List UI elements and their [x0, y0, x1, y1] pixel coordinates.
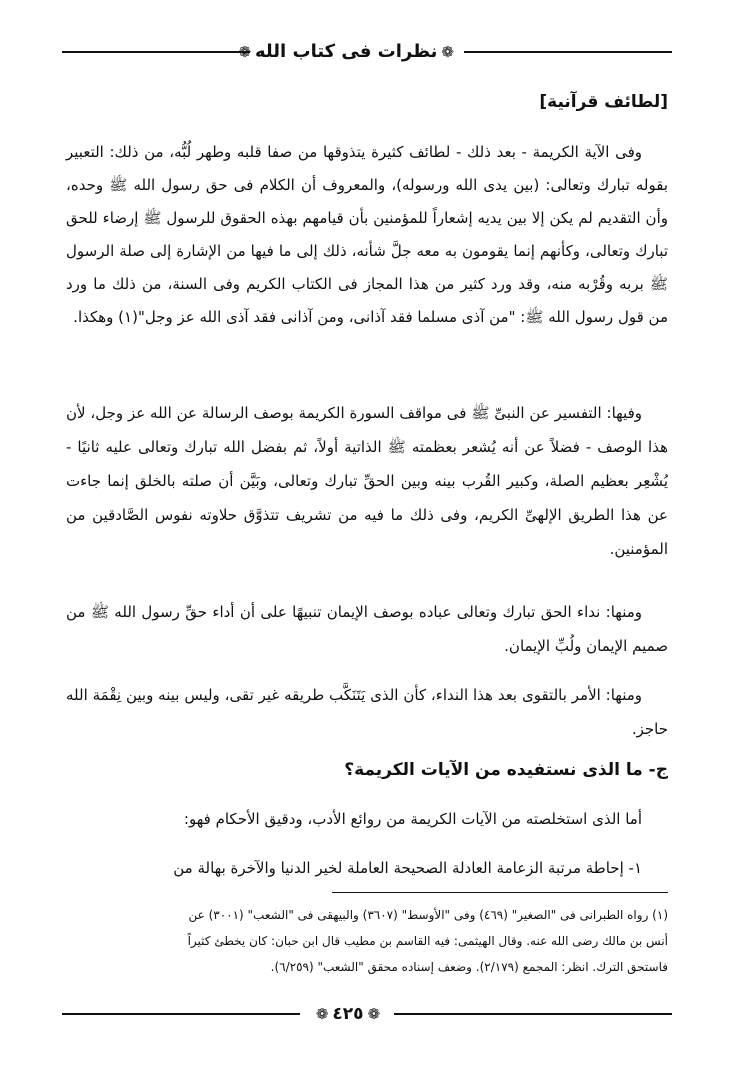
header-title-text: نظرات فى كتاب الله: [255, 41, 438, 62]
footer-ornament-left-icon: ❁: [367, 1005, 381, 1023]
paragraph-1-text: وفى الآية الكريمة - بعد ذلك - لطائف كثيرة يتذوقها من صفا قلبه وطهر لُبُّه، من ذلك: التعبير بقوله تبارك وتعالى: (بين يدى الله ورسوله)، والمعروف أن الكلام فى حق رسول الله ﷺ وحده، وأن التقديم لم يكن إلا بين يديه إشعاراً للمؤمنين بأن قيامهم بهذه الحقوق للرسول ﷺ إرضاء للحق تبارك وتعالى، وكأنهم إنما يقومون به معه جلَّ شأنه، ذلك إلى ما فيها من الإشارة إلى صلة الرسول ﷺ بربه وقُرْبه منه، وقد ورد كثير من هذا المجاز فى الكتاب الكريم وفى السنة، من ذلك ما ورد من قول رسول الله ﷺ: "من آذى مسلما فقد آذانى، ومن آذانى فقد آذى الله عز وجل"(١) وهكذا.: [66, 143, 668, 326]
footnote: [66, 902, 668, 980]
footer-rule-left: [62, 1013, 300, 1015]
paragraph-4: [66, 678, 668, 746]
page-footer: [62, 1000, 672, 1028]
header-ornament-right-icon: ❁: [238, 43, 252, 61]
footer-ornament-right-icon: ❁: [315, 1005, 329, 1023]
footnote-line-3: فاستحق الترك. انظر: المجمع (٢/١٧٩). وضعف إسناده محقق "الشعب" (٦/٢٥٩).: [270, 960, 668, 974]
running-header-title: [238, 38, 458, 66]
footnote-line-2: أنس بن مالك رضى الله عنه. وقال الهيثمى: فيه القاسم بن مطيب قال ابن حبان: كان يخطئ كثيراً: [187, 934, 668, 948]
footnote-separator: [332, 892, 668, 893]
running-header: [62, 38, 672, 66]
header-ornament-left-icon: ❁: [441, 43, 454, 61]
header-rule-left: [62, 51, 250, 53]
header-rule-right: [464, 51, 672, 53]
subheading: ج- ما الذى نستفيده من الآيات الكريمة؟: [344, 760, 668, 780]
paragraph-4-text: ومنها: الأمر بالتقوى بعد هذا النداء، كأن الذى يَتَنَكَّب طريقه غير تقى، وليس بينه وبين نِقْمَة الله حاجز.: [66, 686, 668, 738]
paragraph-3: [66, 595, 668, 663]
section-title: [لطائف قرآنية]: [539, 92, 668, 112]
paragraph-3-text: ومنها: نداء الحق تبارك وتعالى عباده بوصف الإيمان تنبيهًا على أن أداء حقِّ رسول الله ﷺ من صميم الإيمان ولُبِّ الإيمان.: [66, 603, 668, 655]
paragraph-2: [66, 396, 668, 566]
page-number-text: ٤٢٥: [332, 1004, 364, 1024]
list-item-1: [66, 852, 668, 884]
paragraph-1: [66, 136, 668, 334]
page-number: [302, 1000, 394, 1028]
footnote-line-1: (١) رواه الطبرانى فى "الصغير" (٤٦٩) وفى "الأوسط" (٣٦٠٧) والبيهقى فى "الشعب" (٣٠٠١) عن: [188, 908, 668, 922]
list-item-1-text: ١- إحاطة مرتبة الزعامة العادلة الصحيحة العاملة لخير الدنيا والآخرة بهالة من: [173, 859, 642, 877]
footer-rule-right: [394, 1013, 672, 1015]
intro-text: أما الذى استخلصته من الآيات الكريمة من روائع الأدب، ودقيق الأحكام فهو:: [183, 810, 642, 828]
intro-paragraph: [66, 803, 668, 835]
paragraph-2-text: وفيها: التفسير عن النبىِّ ﷺ فى مواقف السورة الكريمة بوصف الرسالة عن الله عز وجل، لأن هذا الوصف - فضلاً عن أنه يُشعر بعظمته ﷺ الذاتية أولاً، ثم بفضل الله تبارك وتعالى عليه ثانيًا - يُشْعِر بعظيم الصلة، وكبير القُرب بينه وبين الحقِّ تبارك وتعالى، وبَيَّن أن صلته بالخلق إنما جاءت عن هذا الطريق الإلهىِّ الكريم، وفى ذلك ما فيه من تشريف تتذوَّق حلاوته نفوس الصَّادقين من المؤمنين.: [66, 404, 668, 558]
